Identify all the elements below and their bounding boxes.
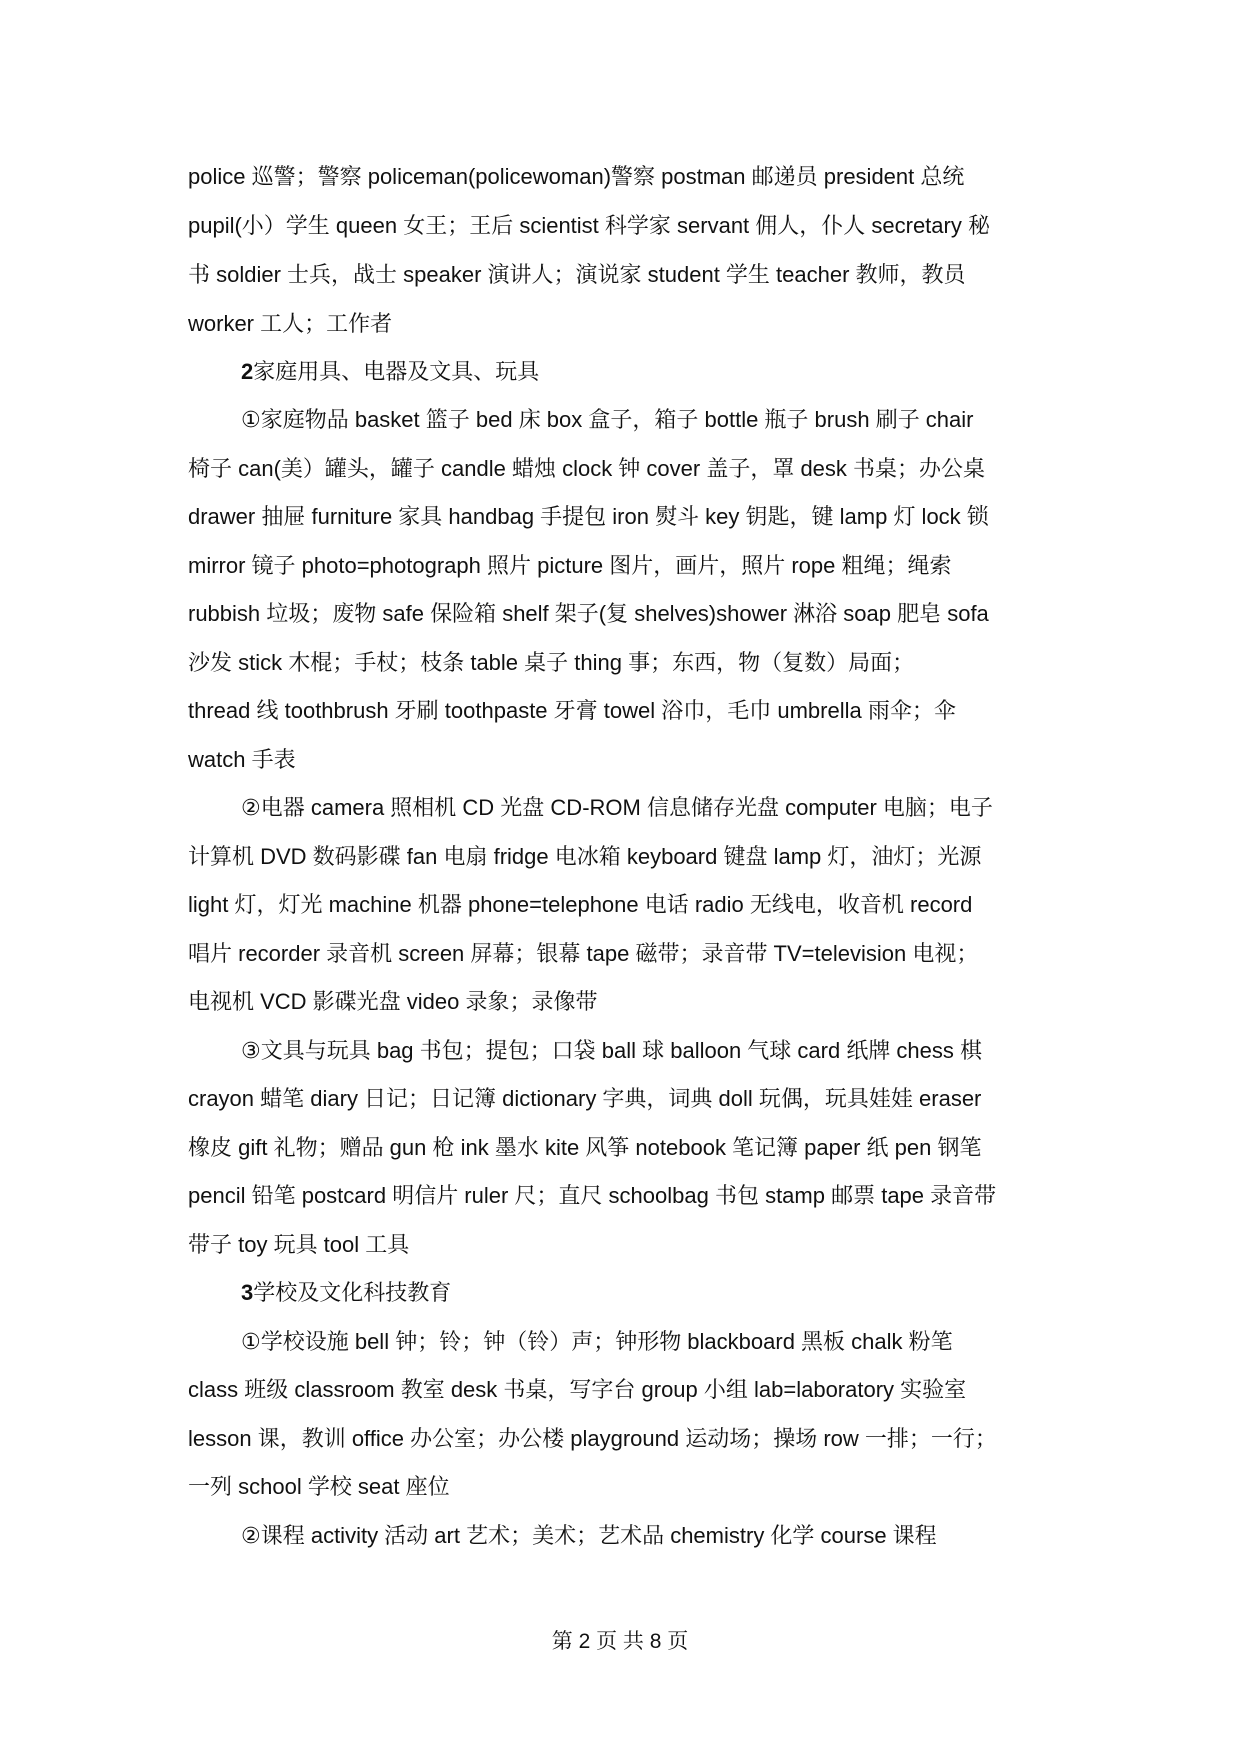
text-line: 橡皮 gift 礼物；赠品 gun 枪 ink 墨水 kite 风筝 notebook 笔记簿 paper 纸 pen 钢笔 — [188, 1135, 982, 1160]
text-line: thread 线 toothbrush 牙刷 toothpaste 牙膏 towel 浴巾，毛巾 umbrella 雨伞；伞 — [188, 698, 956, 723]
text-line: worker 工人；工作者 — [188, 311, 393, 336]
text-line: pencil 铅笔 postcard 明信片 ruler 尺；直尺 schoolbag 书包 stamp 邮票 tape 录音带 — [188, 1183, 997, 1208]
text-line: 沙发 stick 木棍；手杖；枝条 table 桌子 thing 事；东西，物（复数）局面； — [188, 650, 915, 675]
text-line: 一列 school 学校 seat 座位 — [188, 1474, 450, 1499]
text-line: 电视机 VCD 影碟光盘 video 录象；录像带 — [188, 989, 598, 1014]
section-heading — [241, 357, 1121, 387]
text-line: ③文具与玩具 bag 书包；提包；口袋 ball 球 balloon 气球 card 纸牌 chess 棋 — [241, 1038, 983, 1063]
text-line: police 巡警；警察 policeman(policewoman)警察 postman 邮递员 president 总统 — [188, 164, 965, 189]
text-line: crayon 蜡笔 diary 日记；日记簿 dictionary 字典，词典 doll 玩偶，玩具娃娃 eraser — [188, 1086, 982, 1111]
section-number: 2 — [241, 359, 254, 384]
text-line: ②课程 activity 活动 art 艺术；美术；艺术品 chemistry 化学 course 课程 — [241, 1523, 937, 1548]
text-line: ①学校设施 bell 钟；铃；钟（铃）声；钟形物 blackboard 黑板 chalk 粉笔 — [241, 1329, 953, 1354]
section-title: 学校及文化科技教育 — [253, 1280, 452, 1305]
text-line: watch 手表 — [188, 747, 296, 772]
text-line: ②电器 camera 照相机 CD 光盘 CD-ROM 信息储存光盘 computer 电脑；电子 — [241, 795, 993, 820]
text-line: 椅子 can(美）罐头，罐子 candle 蜡烛 clock 钟 cover 盖子，罩 desk 书桌；办公桌 — [188, 456, 986, 481]
text-line: ①家庭物品 basket 篮子 bed 床 box 盒子，箱子 bottle 瓶子 brush 刷子 chair — [241, 407, 974, 432]
text-line: 书 soldier 士兵，战士 speaker 演讲人；演说家 student 学生 teacher 教师，教员 — [188, 262, 966, 287]
text-line: pupil(小）学生 queen 女王；王后 scientist 科学家 servant 佣人，仆人 secretary 秘 — [188, 213, 990, 238]
text-line: rubbish 垃圾；废物 safe 保险箱 shelf 架子(复 shelves)shower 淋浴 soap 肥皂 sofa — [188, 601, 989, 626]
text-line: class 班级 classroom 教室 desk 书桌，写字台 group 小组 lab=laboratory 实验室 — [188, 1377, 967, 1402]
section-heading — [241, 1278, 1121, 1308]
text-line: mirror 镜子 photo=photograph 照片 picture 图片，画片，照片 rope 粗绳；绳索 — [188, 553, 952, 578]
text-line: 带子 toy 玩具 tool 工具 — [188, 1232, 410, 1257]
text-line: lesson 课，教训 office 办公室；办公楼 playground 运动场；操场 row 一排；一行； — [188, 1426, 997, 1451]
text-line: drawer 抽屉 furniture 家具 handbag 手提包 iron 熨斗 key 钥匙，键 lamp 灯 lock 锁 — [188, 504, 989, 529]
page-footer: 第 2 页 共 8 页 — [551, 1630, 689, 1653]
section-number: 3 — [241, 1280, 254, 1305]
section-title: 家庭用具、电器及文具、玩具 — [253, 359, 540, 384]
text-line: light 灯，灯光 machine 机器 phone=telephone 电话 radio 无线电，收音机 record — [188, 892, 973, 917]
text-line: 计算机 DVD 数码影碟 fan 电扇 fridge 电冰箱 keyboard 键盘 lamp 灯，油灯；光源 — [188, 844, 982, 869]
text-line: 唱片 recorder 录音机 screen 屏幕；银幕 tape 磁带；录音带 TV=television 电视； — [188, 941, 979, 966]
